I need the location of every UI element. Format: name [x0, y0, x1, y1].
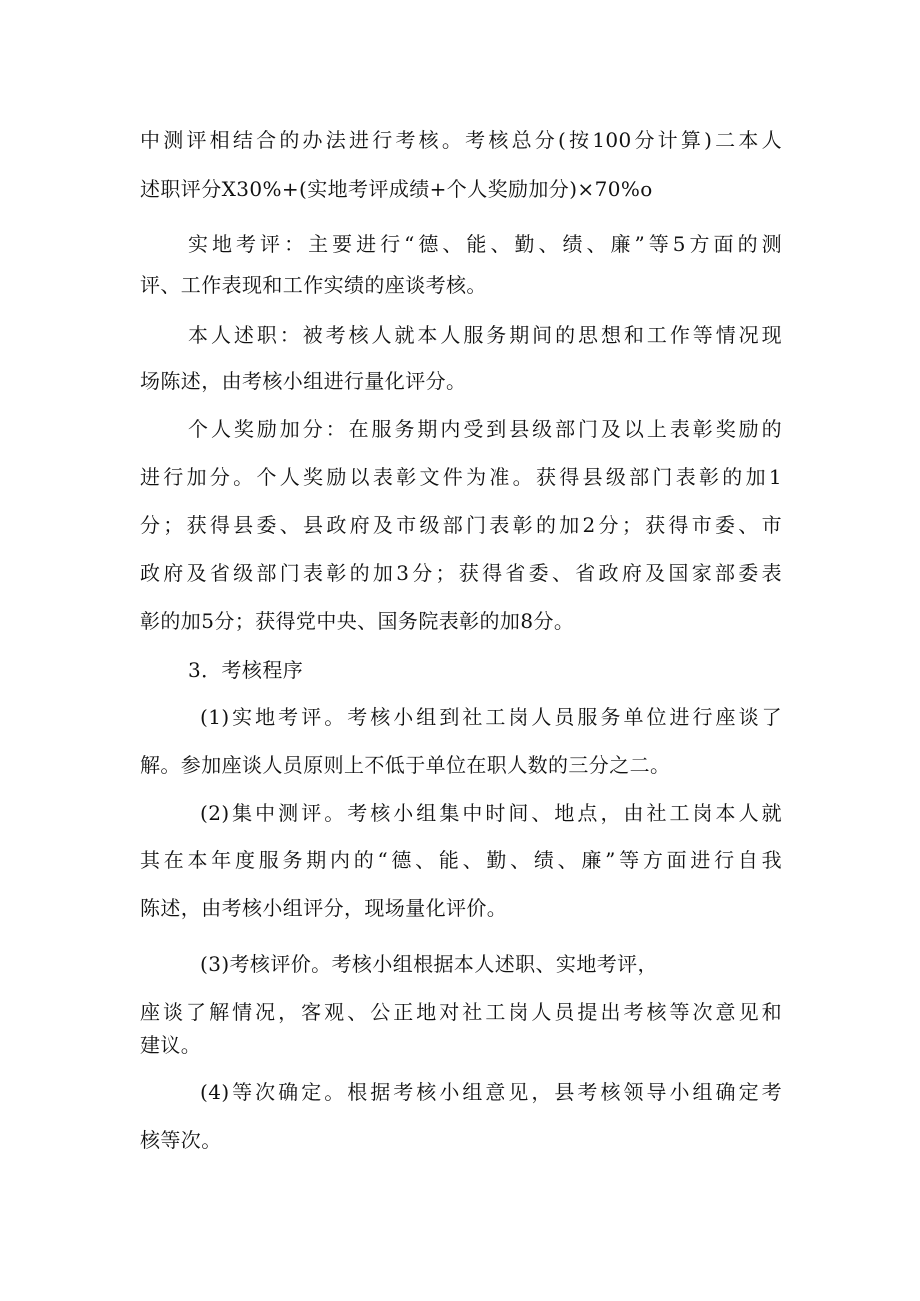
- paragraph-line: 座谈了解情况，客观、公正地对社工岗人员提出考核等次意见和: [140, 1000, 782, 1024]
- section-heading: 3．考核程序: [188, 658, 304, 682]
- paragraph-line: 政府及省级部门表彰的加3分；获得省委、省政府及国家部委表: [140, 561, 782, 585]
- paragraph-line: 解。参加座谈人员原则上不低于单位在职人数的三分之二。: [140, 753, 671, 777]
- paragraph-line: 述职评分X30%+(实地考评成绩+个人奖励加分)×70%o: [140, 177, 653, 201]
- paragraph-line: 个人奖励加分：在服务期内受到县级部门及以上表彰奖励的: [188, 417, 782, 441]
- paragraph-line: 建议。: [140, 1033, 202, 1057]
- paragraph-line: 分；获得县委、县政府及市级部门表彰的加2分；获得市委、市: [140, 513, 782, 537]
- paragraph-line: (2)集中测评。考核小组集中时间、地点，由社工岗本人就: [200, 801, 782, 825]
- paragraph-line: (4)等次确定。根据考核小组意见，县考核领导小组确定考: [200, 1080, 782, 1104]
- paragraph-line: 核等次。: [140, 1128, 222, 1152]
- paragraph-line: 本人述职：被考核人就本人服务期间的思想和工作等情况现: [188, 323, 782, 347]
- paragraph-line: (1)实地考评。考核小组到社工岗人员服务单位进行座谈了: [200, 705, 782, 729]
- paragraph-line: 实地考评：主要进行“德、能、勤、绩、廉”等5方面的测: [188, 232, 782, 256]
- paragraph-line: 场陈述，由考核小组进行量化评分。: [140, 369, 467, 393]
- paragraph-line: 彰的加5分；获得党中央、国务院表彰的加8分。: [140, 609, 575, 633]
- paragraph-line: 中测评相结合的办法进行考核。考核总分(按100分计算)二本人: [140, 128, 782, 152]
- paragraph-line: 进行加分。个人奖励以表彰文件为准。获得县级部门表彰的加1: [140, 465, 782, 489]
- paragraph-line: 评、工作表现和工作实绩的座谈考核。: [140, 273, 487, 297]
- paragraph-line: 其在本年度服务期内的“德、能、勤、绩、廉”等方面进行自我: [140, 848, 782, 872]
- paragraph-line: 陈述，由考核小组评分，现场量化评价。: [140, 896, 508, 920]
- paragraph-line: (3)考核评价。考核小组根据本人述职、实地考评，: [200, 952, 658, 976]
